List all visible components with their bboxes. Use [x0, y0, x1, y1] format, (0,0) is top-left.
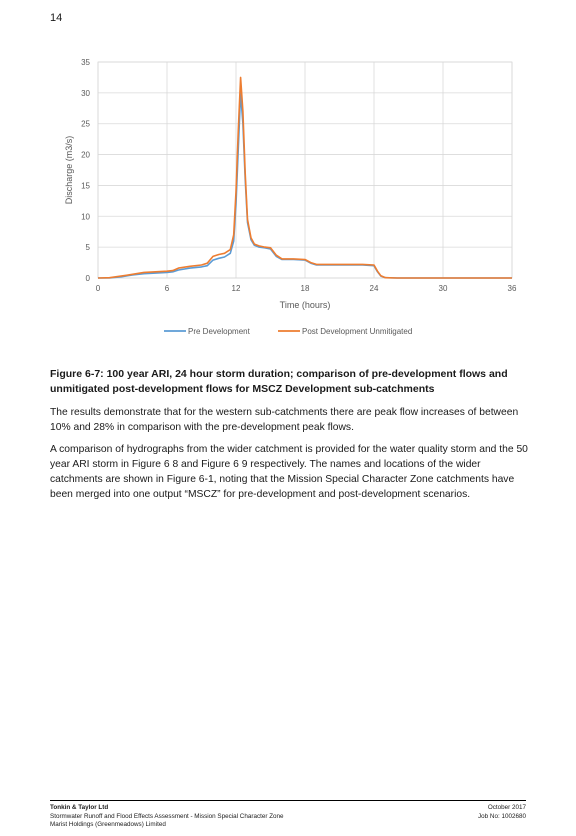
y-tick-label: 10 — [81, 212, 90, 222]
hydrograph-svg — [40, 50, 530, 350]
legend-label: Post Development Unmitigated — [302, 327, 413, 336]
x-tick-label: 0 — [95, 284, 101, 293]
x-tick-label: 36 — [507, 284, 517, 293]
footer-date: October 2017 — [487, 804, 526, 811]
x-tick-label: 18 — [300, 284, 310, 293]
y-tick-label: 5 — [85, 243, 90, 253]
hydrograph-chart — [40, 50, 530, 350]
x-tick-label: 24 — [369, 284, 379, 293]
page-number: 14 — [50, 12, 63, 24]
x-axis-title: Time (hours) — [279, 300, 331, 310]
y-axis-title: Discharge (m3/s) — [64, 135, 74, 205]
footer-client: Marist Holdings (Greenmeadows) Limited — [50, 821, 166, 828]
footer-left — [50, 804, 284, 830]
y-tick-label: 25 — [81, 119, 90, 129]
y-tick-label: 0 — [85, 274, 90, 283]
x-tick-label: 6 — [164, 284, 170, 293]
y-tick-label: 15 — [81, 181, 90, 191]
footer-right — [478, 804, 526, 821]
legend-label: Pre Development — [188, 327, 250, 336]
y-tick-label: 20 — [81, 150, 90, 160]
footer-divider — [50, 800, 526, 801]
paragraph-comparison: A comparison of hydrographs from the wider catchment is provided for the water quality storm and the 50 year ARI storm in Figure 6 8 and Figure 6 9 respectively. The names and locations of the wider catchments are shown in Figure 6-1, noting that the Mission Special Character Zone catchments have been merged into one output “MSCZ” for pre-development and post-development scenarios. — [50, 444, 528, 500]
y-tick-label: 35 — [81, 58, 90, 67]
y-tick-label: 30 — [81, 88, 90, 98]
x-tick-label: 12 — [231, 284, 241, 293]
x-tick-label: 30 — [438, 284, 448, 293]
paragraph-results: The results demonstrate that for the western sub-catchments there are peak flow increases of between 10% and 28% in comparison with the pre-development peak flows. — [50, 407, 519, 433]
footer-job-number: Job No: 1002680 — [478, 812, 526, 820]
footer-company: Tonkin & Taylor Ltd — [50, 804, 109, 811]
figure-caption: Figure 6-7: 100 year ARI, 24 hour storm duration; comparison of pre-development flows and unmitigated post-development flows for MSCZ Development sub-catchments — [50, 368, 508, 395]
footer-report-title: Stormwater Runoff and Flood Effects Assessment - Mission Special Character Zone — [50, 812, 284, 820]
